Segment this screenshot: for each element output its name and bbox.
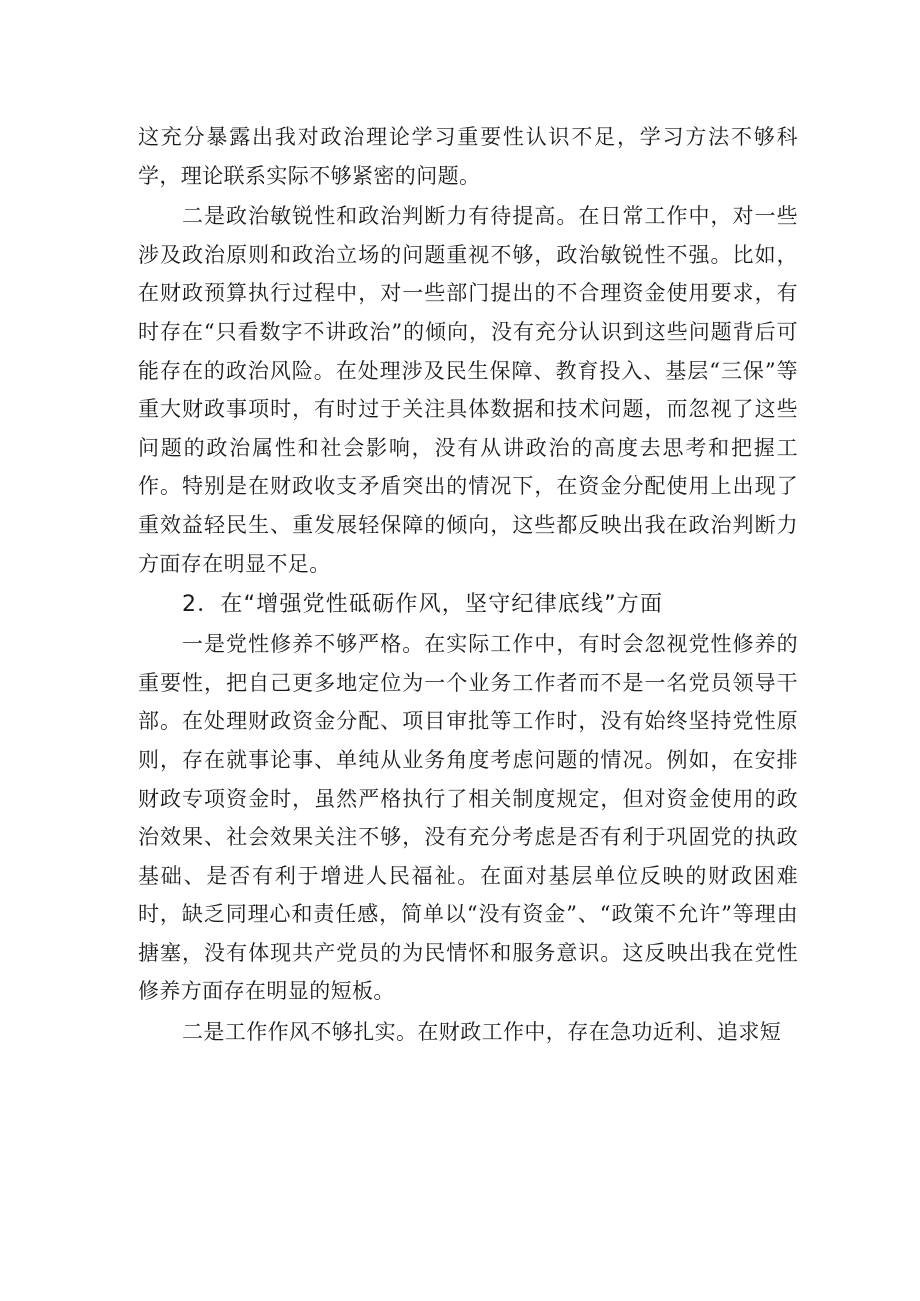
paragraph-political-sensitivity: 二是政治敏锐性和政治判断力有待提高。在日常工作中，对一些涉及政治原则和政治立场的问题重视不够，政治敏锐性不强。比如，在财政预算执行过程中，对一些部门提出的不合理资金使用要求，有时存在“只看数字不讲政治”的倾向，没有充分认识到这些问题背后可能存在的政治风险。在处理涉及民生保障、教育投入、基层“三保”等重大财政事项时，有时过于关注具体数据和技术问题，而忽视了这些问题的政治属性和社会影响，没有从讲政治的高度去思考和把握工作。特别是在财政收支矛盾突出的情况下，在资金分配使用上出现了重效益轻民生、重发展轻保障的倾向，这些都反映出我在政治判断力方面存在明显不足。 [138, 204, 798, 576]
paragraph-continuation: 这充分暴露出我对政治理论学习重要性认识不足，学习方法不够科学，理论联系实际不够紧密的问题。 [138, 125, 798, 188]
paragraph-party-spirit: 一是党性修养不够严格。在实际工作中，有时会忽视党性修养的重要性，把自己更多地定位为一个业务工作者而不是一名党员领导干部。在处理财政资金分配、项目审批等工作时，没有始终坚持党性原则，存在就事论事、单纯从业务角度考虑问题的情况。例如，在安排财政专项资金时，虽然严格执行了相关制度规定，但对资金使用的政治效果、社会效果关注不够，没有充分考虑是否有利于巩固党的执政基础、是否有利于增进人民福祉。在面对基层单位反映的财政困难时，缺乏同理心和责任感，简单以“没有资金”、“政策不允许”等理由搪塞，没有体现共产党员的为民情怀和服务意识。这反映出我在党性修养方面存在明显的短板。 [138, 632, 798, 1004]
document-body [138, 118, 798, 1052]
section-heading: 2．在“增强党性砥砺作风，坚守纪律底线”方面 [182, 592, 664, 618]
paragraph-work-style: 二是工作作风不够扎实。在财政工作中，存在急功近利、追求短 [182, 1020, 782, 1045]
